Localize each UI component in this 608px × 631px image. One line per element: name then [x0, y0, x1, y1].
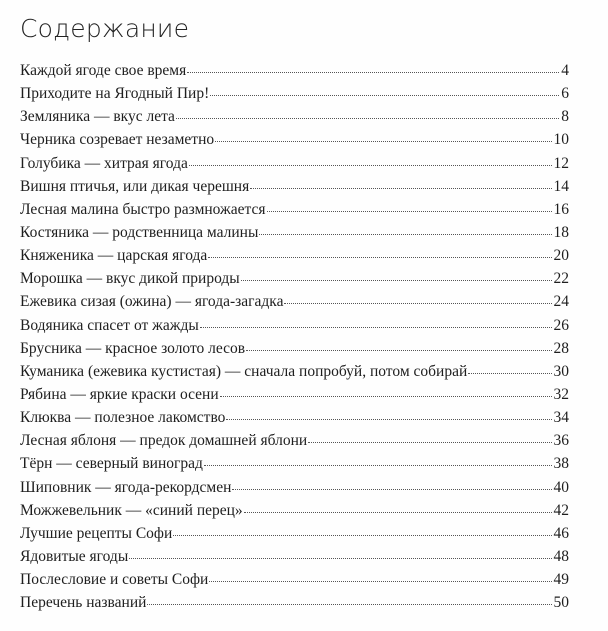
dot-leader — [209, 581, 551, 582]
toc-entry — [20, 409, 569, 432]
toc-entry-title: Княженика — царская ягода — [20, 247, 208, 265]
toc-entry — [20, 85, 569, 108]
toc-entry-page-number: 14 — [553, 177, 569, 195]
toc-entry-page-number: 36 — [553, 432, 569, 450]
toc-entry-title: Костяника — родственница малины — [20, 223, 259, 241]
toc-entry-page-number: 6 — [561, 85, 569, 103]
dot-leader — [176, 118, 559, 119]
toc-entry — [20, 201, 569, 224]
toc-entry-title: Лучшие рецепты Софи — [20, 524, 173, 542]
dot-leader — [232, 489, 551, 490]
toc-entry — [20, 432, 569, 455]
toc-entry-page-number: 48 — [553, 547, 569, 565]
dot-leader — [147, 604, 551, 605]
toc-entry-page-number: 20 — [553, 247, 569, 265]
toc-entry-title: Ежевика сизая (ожина) — ягода-загадка — [20, 293, 284, 311]
dot-leader — [208, 257, 551, 258]
toc-entry-page-number: 4 — [561, 62, 569, 79]
toc-entry-title: Вишня птичья, или дикая черешня — [20, 177, 250, 195]
toc-entry-page-number: 32 — [553, 385, 569, 403]
toc-entry-title: Брусника — красное золото лесов — [20, 339, 246, 357]
toc-entry — [20, 525, 569, 548]
toc-entry — [20, 479, 569, 502]
dot-leader — [200, 327, 552, 328]
dot-leader — [226, 419, 551, 420]
table-of-contents — [20, 62, 569, 617]
dot-leader — [220, 396, 552, 397]
dot-leader — [241, 280, 552, 281]
toc-entry-page-number: 46 — [553, 524, 569, 542]
toc-entry — [20, 363, 569, 386]
toc-entry — [20, 155, 569, 178]
toc-entry — [20, 386, 569, 409]
toc-entry-page-number: 49 — [553, 571, 569, 589]
dot-leader — [267, 211, 552, 212]
toc-entry-page-number: 10 — [553, 131, 569, 149]
toc-entry — [20, 178, 569, 201]
toc-entry-title: Клюква — полезное лакомство — [20, 409, 226, 427]
toc-entry-page-number: 34 — [553, 409, 569, 427]
toc-entry-title: Приходите на Ягодный Пир! — [20, 85, 210, 103]
toc-entry-title: Водяника спасет от жажды — [20, 316, 199, 334]
toc-entry — [20, 594, 569, 617]
toc-entry-title: Черника созревает незаметно — [20, 131, 215, 149]
dot-leader — [173, 535, 551, 536]
toc-entry-title: Голубика — хитрая ягода — [20, 154, 188, 172]
toc-entry-page-number: 38 — [553, 455, 569, 473]
toc-entry-title: Шиповник — ягода-рекордсмен — [20, 478, 232, 496]
toc-entry-page-number: 18 — [553, 223, 569, 241]
dot-leader — [189, 165, 552, 166]
toc-entry-title: Земляника — вкус лета — [20, 108, 175, 126]
toc-entry — [20, 502, 569, 525]
toc-entry-page-number: 24 — [553, 293, 569, 311]
toc-entry — [20, 571, 569, 594]
toc-entry-title: Каждой ягоде свое время — [20, 62, 187, 79]
dot-leader — [284, 303, 551, 304]
dot-leader — [244, 512, 552, 513]
toc-entry-page-number: 40 — [553, 478, 569, 496]
dot-leader — [250, 188, 551, 189]
toc-entry-title: Перечень названий — [20, 594, 147, 612]
dot-leader — [215, 141, 551, 142]
toc-entry-title: Морошка — вкус дикой природы — [20, 270, 240, 288]
toc-entry-title: Лесная малина быстро размножается — [20, 200, 266, 218]
toc-entry-page-number: 26 — [553, 316, 569, 334]
toc-entry-page-number: 42 — [553, 501, 569, 519]
toc-entry-page-number: 16 — [553, 200, 569, 218]
toc-entry-page-number: 8 — [561, 108, 569, 126]
toc-entry — [20, 247, 569, 270]
toc-entry — [20, 131, 569, 154]
toc-entry-page-number: 30 — [553, 362, 569, 380]
dot-leader — [468, 373, 551, 374]
toc-entry — [20, 62, 569, 85]
toc-entry-title: Можжевельник — «синий перец» — [20, 501, 243, 519]
dot-leader — [187, 72, 559, 73]
toc-entry-title: Тёрн — северный виноград — [20, 455, 203, 473]
toc-entry-page-number: 28 — [553, 339, 569, 357]
toc-entry-title: Лесная яблоня — предок домашней яблони — [20, 432, 308, 450]
toc-entry-title: Ядовитые ягоды — [20, 547, 129, 565]
dot-leader — [308, 442, 551, 443]
toc-entry-page-number: 50 — [553, 594, 569, 612]
toc-entry-page-number: 12 — [553, 154, 569, 172]
dot-leader — [204, 465, 552, 466]
toc-entry — [20, 293, 569, 316]
toc-entry — [20, 548, 569, 571]
toc-entry — [20, 224, 569, 247]
dot-leader — [259, 234, 551, 235]
toc-entry — [20, 108, 569, 131]
dot-leader — [210, 95, 559, 96]
toc-entry-title: Послесловие и советы Софи — [20, 571, 209, 589]
page-title: Содержание — [20, 14, 190, 43]
toc-entry — [20, 317, 569, 340]
toc-entry-title: Рябина — яркие краски осени — [20, 385, 219, 403]
dot-leader — [246, 350, 551, 351]
dot-leader — [129, 558, 551, 559]
toc-entry — [20, 340, 569, 363]
toc-entry-title: Куманика (ежевика кустистая) — сначала попробуй, потом собирай — [20, 362, 468, 380]
toc-entry-page-number: 22 — [553, 270, 569, 288]
toc-entry — [20, 270, 569, 293]
toc-entry — [20, 455, 569, 478]
